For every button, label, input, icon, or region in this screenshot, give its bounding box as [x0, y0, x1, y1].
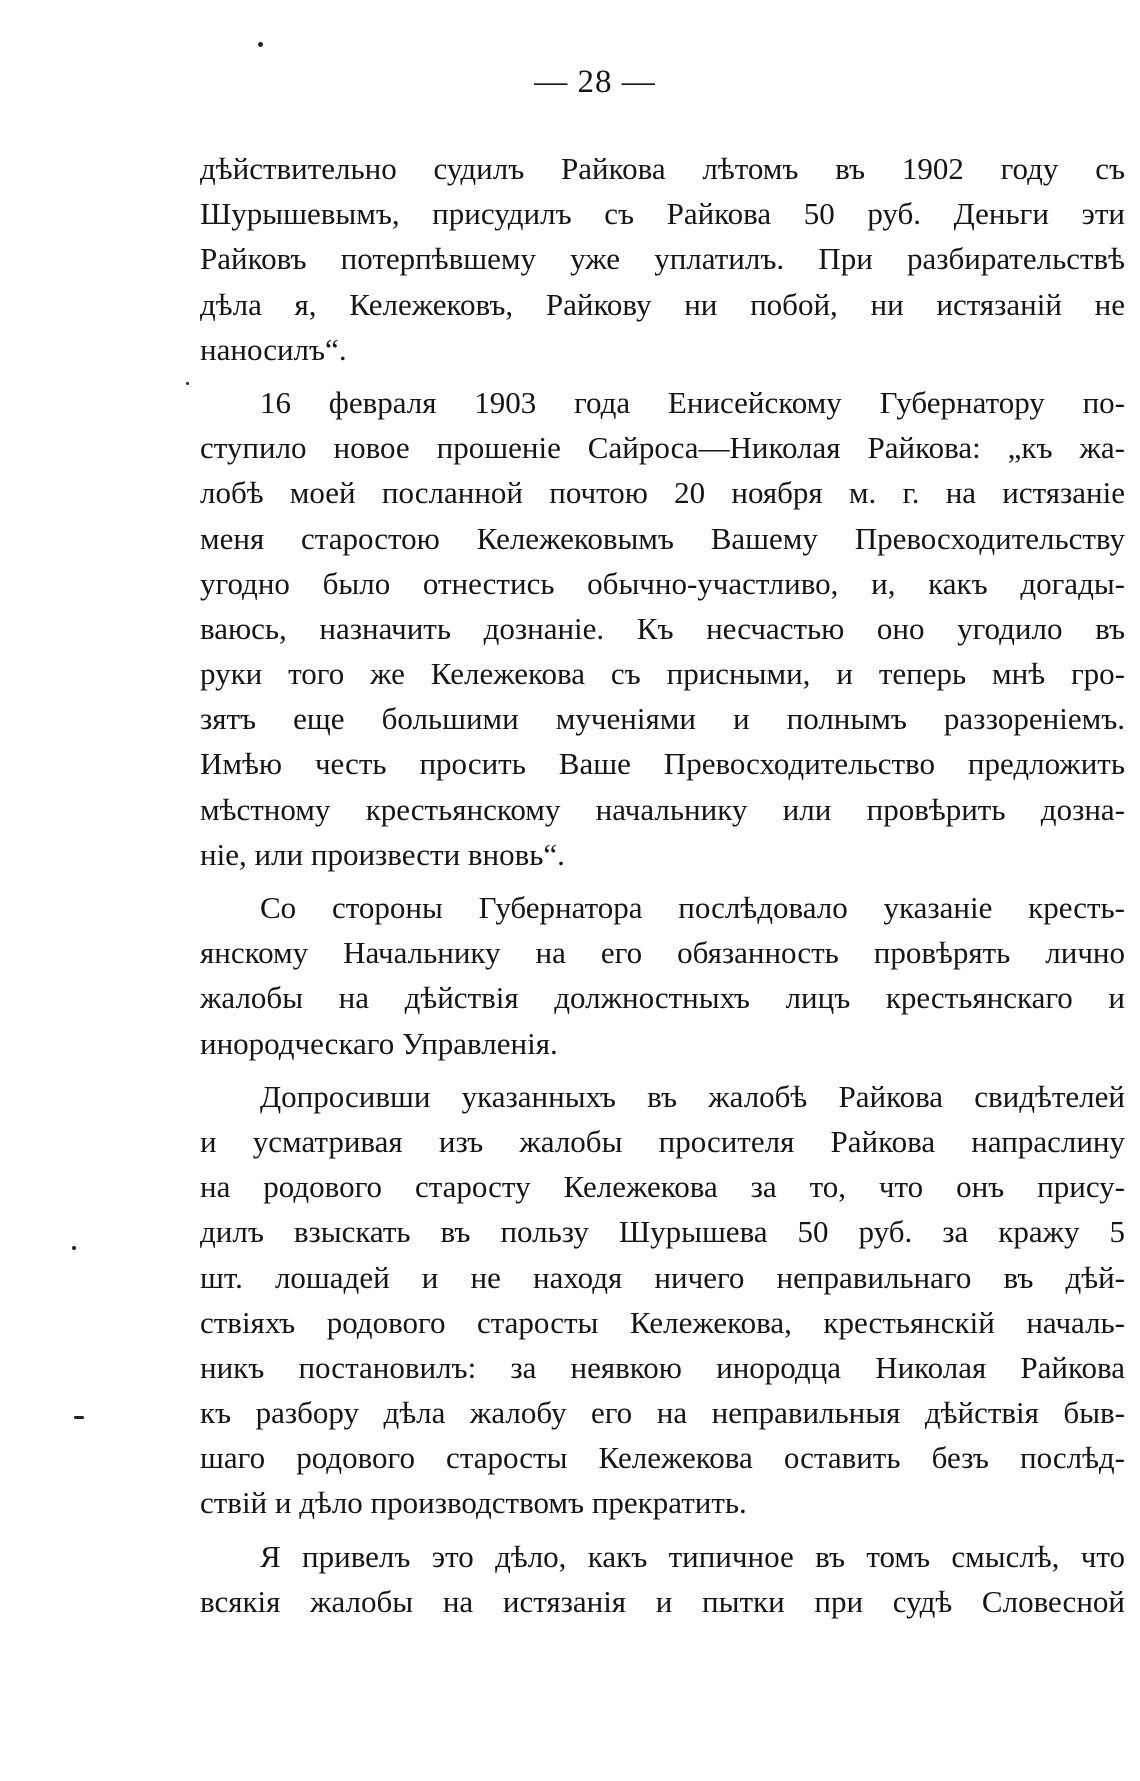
scan-speck: [186, 382, 189, 385]
paragraph: [200, 146, 1125, 372]
text-line: 16 февраля 1903 года Енисейскому Губернатору по-: [260, 384, 1125, 420]
text-line: угодно было отнестись обычно-участливо, и, какъ догады-: [200, 565, 1125, 601]
scan-speck: [74, 1416, 84, 1419]
text-line: шаго родового старосты Кележекова оставить безъ послѣд-: [200, 1440, 1125, 1476]
page-number: — 28 —: [534, 64, 656, 100]
text-line: ствіяхъ родового старосты Кележекова, крестьянскій началь-: [200, 1304, 1125, 1340]
text-line: ніе, или произвести вновь“.: [200, 836, 565, 872]
text-line: Имѣю честь просить Ваше Превосходительство предложить: [200, 746, 1125, 782]
text-line: зятъ еще большими мученіями и полнымъ раззореніемъ.: [200, 701, 1125, 737]
scan-speck: [72, 1246, 76, 1250]
paragraph: [200, 1074, 1125, 1526]
paragraph: [200, 380, 1125, 877]
text-line: Райковъ потерпѣвшему уже уплатилъ. При разбирательствѣ: [200, 241, 1125, 277]
text-line: дѣла я, Кележековъ, Райкову ни побой, ни истязаній не: [200, 286, 1125, 322]
text-line: лобѣ моей посланной почтою 20 ноября м. г. на истязаніе: [200, 475, 1125, 511]
text-line: на родового старосту Кележекова за то, что онъ прису-: [200, 1169, 1125, 1205]
text-line: ствій и дѣло производствомъ прекратить.: [200, 1485, 747, 1521]
text-line: ступило новое прошеніе Сайроса—Николая Райкова: „къ жа-: [200, 430, 1125, 466]
paragraph: [200, 1534, 1125, 1624]
scan-speck: [258, 42, 263, 47]
paragraph: [200, 885, 1125, 1066]
text-line: руки того же Кележекова съ присными, и теперь мнѣ гро-: [200, 656, 1125, 692]
text-line: янскому Начальнику на его обязанность провѣрять лично: [200, 935, 1125, 971]
text-line: Допросивши указанныхъ въ жалобѣ Райкова свидѣтелей: [260, 1078, 1125, 1114]
text-line: никъ постановилъ: за неявкою инородца Николая Райкова: [200, 1349, 1125, 1385]
text-line: наносилъ“.: [200, 331, 347, 367]
text-line: мѣстному крестьянскому начальнику или провѣрить дозна-: [200, 791, 1125, 827]
text-line: меня старостою Кележековымъ Вашему Превосходительству: [200, 520, 1125, 556]
text-line: дѣйствительно судилъ Райкова лѣтомъ въ 1902 году съ: [200, 151, 1125, 186]
text-line: жалобы на дѣйствія должностныхъ лицъ крестьянскаго и: [200, 980, 1125, 1016]
text-line: Я привелъ это дѣло, какъ типичное въ томъ смыслѣ, что: [260, 1538, 1125, 1574]
text-line: дилъ взыскать въ пользу Шурышева 50 руб. за кражу 5: [200, 1214, 1125, 1250]
text-line: къ разбору дѣла жалобу его на неправильныя дѣйствія быв-: [200, 1395, 1125, 1431]
text-line: и усматривая изъ жалобы просителя Райкова напраслину: [200, 1123, 1125, 1159]
body-text: [200, 146, 1125, 1624]
text-line: Шурышевымъ, присудилъ съ Райкова 50 руб. Деньги эти: [200, 196, 1125, 232]
text-line: всякія жалобы на истязанія и пытки при судѣ Словесной: [200, 1583, 1125, 1619]
text-line: инородческаго Управленія.: [200, 1025, 558, 1061]
text-line: ваюсь, назначить дознаніе. Къ несчастью оно угодило въ: [200, 610, 1125, 646]
text-line: шт. лошадей и не находя ничего неправильнаго въ дѣй-: [200, 1259, 1125, 1295]
text-line: Со стороны Губернатора послѣдовало указаніе кресть-: [260, 890, 1125, 925]
